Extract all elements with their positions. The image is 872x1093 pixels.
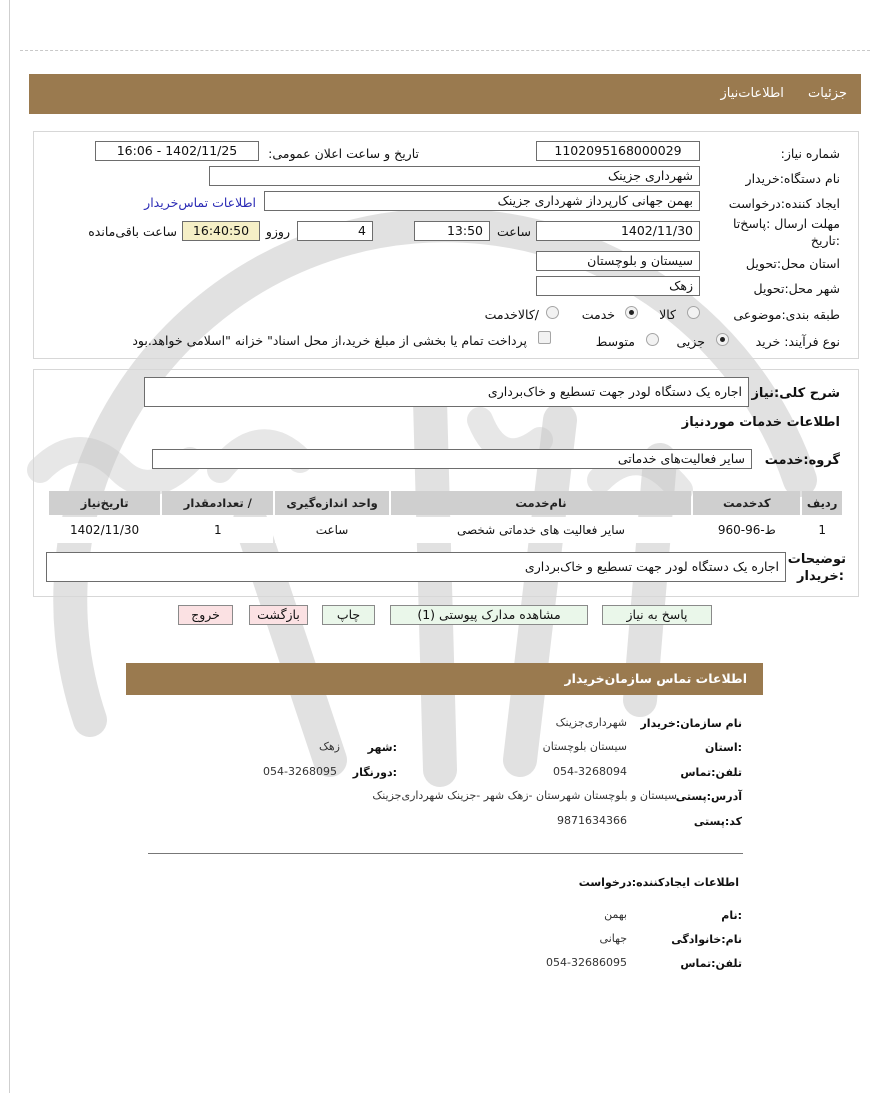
contact-province-label: :استان: [705, 741, 742, 754]
exit-button[interactable]: خروج: [178, 605, 233, 625]
category-goods-service-label: /کالاخدمت: [484, 307, 539, 322]
table-row: [49, 517, 842, 543]
buyer-org-field: شهرداری جزینک: [209, 166, 700, 186]
buyer-contact-link[interactable]: اطلاعات تماس‌خریدار: [144, 195, 256, 210]
treasury-payment-note: پرداخت تمام یا بخشی از مبلغ خرید،از محل اسناد" خزانه "اسلامی خواهد.بود: [132, 333, 527, 348]
cell-quantity: 1: [162, 517, 273, 543]
province-field: سیستان و بلوچستان: [536, 251, 700, 271]
creator-label: ایجاد کننده:درخواست: [728, 196, 840, 211]
header-bar: [29, 74, 861, 114]
days-label: روزو: [265, 224, 290, 239]
contact-address-label: آدرس:پستی: [675, 790, 742, 803]
deadline-label-date: :تاریخ: [810, 233, 840, 248]
need-number-field: 1102095168000029: [536, 141, 700, 161]
tab-need-info[interactable]: اطلاعات‌نیاز: [720, 86, 784, 101]
creator-phone-label: تلفن:تماس: [680, 957, 742, 970]
creator-info-title: اطلاعات ایجادکننده:درخواست: [578, 876, 739, 889]
city-label: شهر محل:تحویل: [753, 281, 840, 296]
need-description-label: شرح کلی:نیاز: [751, 386, 840, 401]
buyer-notes-label: توضیحات: [787, 552, 846, 567]
deadline-time-label: ساعت: [496, 224, 531, 239]
contact-city-value: زهک: [319, 740, 340, 753]
reply-button[interactable]: پاسخ به نیاز: [602, 605, 712, 625]
services-table-header: [49, 491, 842, 515]
need-description-field: اجاره یک دستگاه لودر جهت تسطیع و خاک‌برداری: [144, 377, 749, 407]
process-type-label: [756, 334, 840, 349]
buyer-notes-field: اجاره یک دستگاه لودر جهت تسطیع و خاک‌برداری: [46, 552, 786, 582]
creator-name-value: بهمن: [604, 908, 627, 921]
creator-field: بهمن جهانی کارپرداز شهرداری جزینک: [264, 191, 700, 211]
cell-need-date: 1402/11/30: [49, 517, 160, 543]
remaining-label: ساعت باقی‌مانده: [88, 224, 177, 239]
contact-city-label: :شهر: [367, 741, 397, 754]
tab-details[interactable]: جزئیات: [808, 86, 847, 101]
services-table: [47, 489, 844, 545]
org-name-label: نام سازمان:خریدار: [640, 717, 742, 730]
creator-phone-value: 054-32686095: [546, 956, 627, 969]
col-service-code: کدخدمت: [693, 491, 800, 515]
deadline-date-field: 1402/11/30: [536, 221, 700, 241]
need-number-label: شماره نیاز:: [780, 146, 840, 161]
province-label: استان محل:تحویل: [745, 256, 840, 271]
cell-service-code: ط-96-960: [693, 517, 800, 543]
col-quantity: / تعدادمقدار: [162, 491, 273, 515]
contact-postal-label: کد:پستی: [693, 815, 742, 828]
col-unit: واحد اندازه‌گیری: [275, 491, 388, 515]
cell-row: 1: [802, 517, 842, 543]
category-radio-goods[interactable]: [687, 306, 700, 319]
contact-postal-value: 9871634366: [557, 814, 627, 827]
contact-phone-label: تلفن:تماس: [680, 766, 742, 779]
process-minor-label: جزیی: [676, 334, 705, 349]
deadline-time-field: 13:50: [414, 221, 490, 241]
view-attachments-button[interactable]: مشاهده مدارک پیوستی (1): [390, 605, 588, 625]
treasury-payment-checkbox[interactable]: [538, 331, 551, 344]
city-field: زهک: [536, 276, 700, 296]
contact-province-value: سیستان بلوچستان: [542, 740, 627, 753]
creator-name-label: :نام: [721, 909, 742, 922]
remaining-time-box: 16:40:50: [182, 221, 260, 241]
col-row: ردیف: [802, 491, 842, 515]
announce-date-field: 1402/11/25 - 16:06: [95, 141, 259, 161]
cell-service-name: سایر فعالیت های خدماتی شخصی: [391, 517, 692, 543]
process-type-label-text: نوع فرآیند:: [784, 334, 840, 349]
process-radio-minor[interactable]: [716, 333, 729, 346]
contact-fax-label: :دورنگار: [352, 766, 397, 779]
service-group-field: سایر فعالیت‌های خدماتی: [152, 449, 752, 469]
page-top-divider: [20, 50, 870, 51]
page-left-border: [9, 0, 10, 1093]
buyer-org-label: نام دستگاه:خریدار: [745, 171, 840, 186]
cell-unit: ساعت: [275, 517, 388, 543]
col-need-date: تاریخ‌نیاز: [49, 491, 160, 515]
col-service-name: نام‌خدمت: [391, 491, 692, 515]
category-radio-service[interactable]: [625, 306, 638, 319]
contact-fax-value: 054-3268095: [263, 765, 337, 778]
category-goods-label: کالا: [659, 307, 676, 322]
contact-divider: [148, 853, 743, 854]
process-radio-medium[interactable]: [646, 333, 659, 346]
back-button[interactable]: بازگشت: [249, 605, 308, 625]
category-label: طبقه بندی:موضوعی: [733, 307, 840, 322]
process-medium-label: متوسط: [595, 334, 635, 349]
announce-date-label: تاریخ و ساعت اعلان عمومی:: [268, 146, 419, 161]
deadline-label: مهلت ارسال :پاسخ‌تا: [732, 216, 840, 231]
category-service-label: خدمت: [581, 307, 615, 322]
org-name-value: شهرداری‌جزینک: [555, 716, 627, 729]
buyer-notes-label-2: :خریدار: [797, 569, 844, 584]
process-buy-text: خرید: [755, 334, 781, 349]
contact-phone-value: 054-3268094: [553, 765, 627, 778]
creator-family-label: نام:خانوادگی: [671, 933, 742, 946]
contact-address-value: سیستان و بلوچستان شهرستان -زهک شهر -جزینک شهرداری‌جزینک: [372, 789, 677, 802]
services-section-title: اطلاعات خدمات موردنیاز: [681, 415, 840, 430]
service-group-label: گروه:خدمت: [764, 453, 840, 468]
contact-info-bar: اطلاعات تماس سازمان‌خریدار: [126, 663, 763, 695]
days-field: 4: [297, 221, 373, 241]
creator-family-value: جهانی: [599, 932, 627, 945]
category-radio-goods-service[interactable]: [546, 306, 559, 319]
print-button[interactable]: چاپ: [322, 605, 375, 625]
